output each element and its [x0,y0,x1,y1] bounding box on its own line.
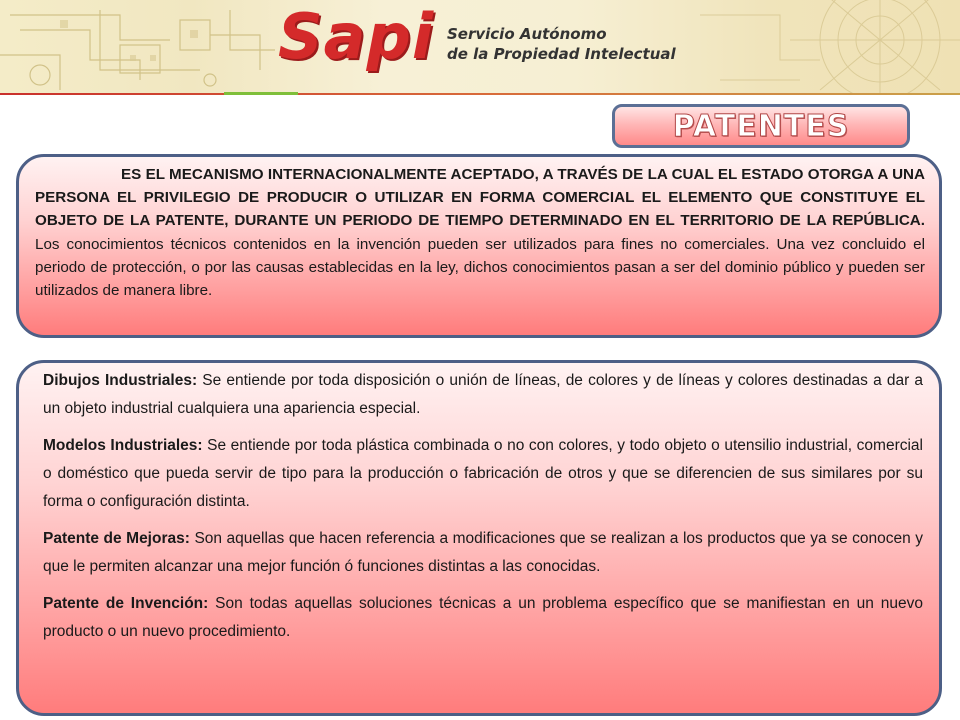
definition-term: Dibujos Industriales: [43,372,198,389]
definition-item-dibujos-industriales [43,367,923,423]
definition-item-patente-de-invencion [43,590,923,646]
patent-definition-caps: ES EL MECANISMO INTERNACIONALMENTE ACEPTADO, A TRAVÉS DE LA CUAL EL ESTADO OTORGA A UNA PERSONA EL PRIVILEGIO DE PRODUCIR O UTILIZAR EN FORMA COMERCIAL EL ELEMENTO QUE CONSTITUYE EL OBJETO DE LA PATENTE, DURANTE UN PERIODO DE TIEMPO DETERMINADO EN EL TERRITORIO DE LA REPÚBLICA. [35,166,925,230]
definition-item-modelos-industriales [43,432,923,516]
sapi-logo-subtitle [447,24,676,64]
banner-divider [0,93,960,95]
definition-text: Se entiende por toda disposición o unión de líneas, de colores y de líneas y colores destinadas a dar a un objeto industrial cualquiera una apariencia especial. [43,372,923,417]
page-title-text: PATENTES [672,108,850,144]
logo-subtitle-line2: de la Propiedad Intelectual [447,45,676,63]
definition-text: Se entiende por toda plástica combinada o no con colores, y todo objeto o utensilio industrial, comercial o doméstico que pueda servir de tipo para la producción o fabricación de otros y que se diferencien de sus similares por su forma o configuración distinta. [43,437,923,510]
patent-definition-text [35,163,925,302]
logo-subtitle-line1: Servicio Autónomo [447,25,607,43]
patent-types-box [16,360,942,716]
definition-term: Patente de Mejoras: [43,530,190,547]
definition-text: Son todas aquellas soluciones técnicas a un problema específico que se manifiestan en un nuevo producto o un nuevo procedimiento. [43,595,923,640]
patent-definition-rest: Los conocimientos técnicos contenidos en la invención pueden ser utilizados para fines no comerciales. Una vez concluido el periodo de protección, o por las causas establecidas en la ley, dichos conocimientos pasan a ser del dominio público y pueden ser utilizados de manera libre. [35,235,925,300]
definition-text: Son aquellas que hacen referencia a modificaciones que se realizan a los productos que ya se conocen y que le permiten alcanzar una mejor función ó funciones distintas a las conocidas. [43,530,924,575]
header-banner [0,0,960,95]
patent-definition-box [16,154,942,338]
definition-term: Patente de Invención: [43,595,209,612]
page-title [612,104,910,148]
definition-item-patente-de-mejoras [43,525,923,581]
definition-term: Modelos Industriales: [43,437,203,454]
sapi-logo-wordmark: Sapi [278,0,435,73]
banner-accent-chip [224,92,298,95]
